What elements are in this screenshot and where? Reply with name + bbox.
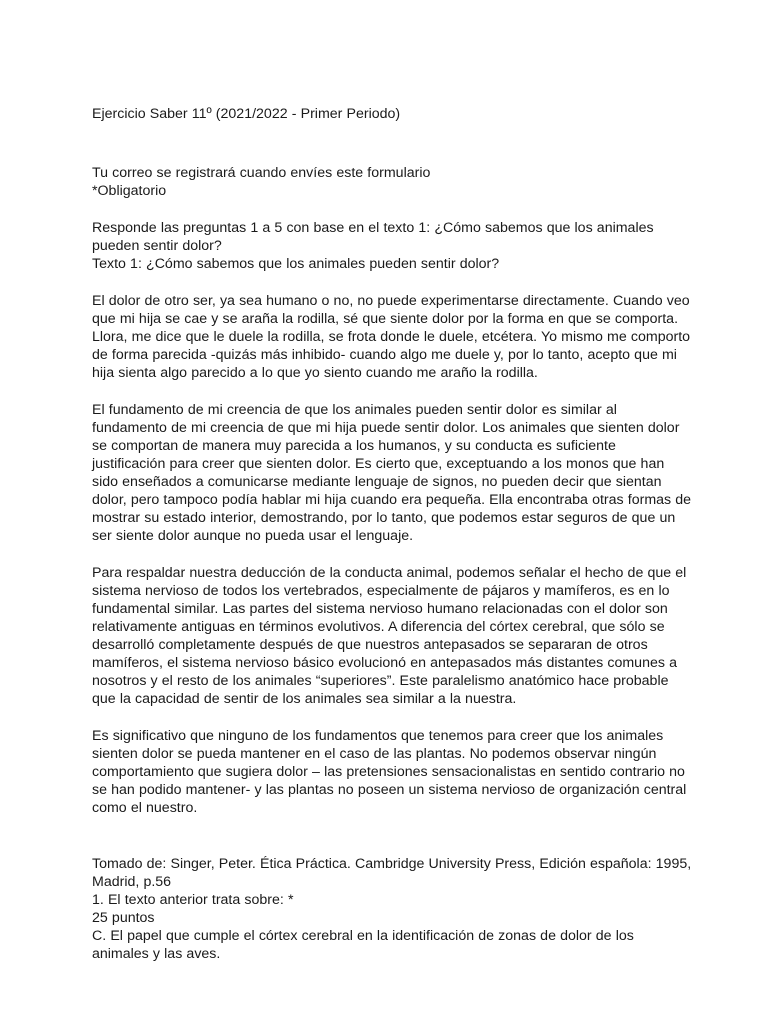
paragraph-4: Es significativo que ninguno de los fundamentos que tenemos para creer que los animales sienten dolor se pueda mantener en el caso de las plantas. No podemos observar ningún comportamiento que sugiera dolor – las pretensiones sensacionalistas en sentido contrario no se han podido mantener- y las plantas no poseen un sistema nervioso de organización central como el nuestro. bbox=[92, 728, 687, 816]
document-title: Ejercicio Saber 11º (2021/2022 - Primer Periodo) bbox=[92, 106, 401, 122]
instructions-line: Responde las preguntas 1 a 5 con base en el texto 1: ¿Cómo sabemos que los animales pueden sentir dolor? bbox=[92, 220, 654, 254]
citation: Tomado de: Singer, Peter. Ética Práctica. Cambridge University Press, Edición española: 1995, Madrid, p.56 bbox=[92, 856, 692, 890]
paragraph-3: Para respaldar nuestra deducción de la conducta animal, podemos señalar el hecho de que el sistema nervioso de todos los vertebrados, especialmente de pájaros y mamíferos, es en lo fundamental similar. Las partes del sistema nervioso humano relacionadas con el dolor son relativamente antiguas en términos evolutivos. A diferencia del córtex cerebral, que sólo se desarrolló completamente después de que nuestros antepasados se separaran de otros mamíferos, el sistema nervioso básico evolucionó en antepasados más distantes comunes a nosotros y el resto de los animales “superiores”. Este paralelismo anatómico hace probable que la capacidad de sentir de los animales sea similar a la nuestra. bbox=[92, 565, 687, 707]
instructions bbox=[92, 219, 692, 273]
question-points: 25 puntos bbox=[92, 910, 155, 926]
text-title: Texto 1: ¿Cómo sabemos que los animales pueden sentir dolor? bbox=[92, 256, 500, 272]
question-1 bbox=[92, 891, 692, 963]
paragraph-1: El dolor de otro ser, ya sea humano o no, no puede experimentarse directamente. Cuando veo que mi hija se cae y se araña la rodilla, sé que siente dolor por la forma en que se comporta. Llora, me dice que le duele la rodilla, se frota donde le duele, etcétera. Yo mismo me comporto de forma parecida -quizás más inhibido- cuando algo me duele y, por lo tanto, acepto que mi hija sienta algo parecido a lo que yo siento cuando me araño la rodilla. bbox=[92, 293, 691, 381]
paragraph-2: El fundamento de mi creencia de que los animales pueden sentir dolor es similar al fundamento de mi creencia de que mi hija puede sentir dolor. Los animales que sienten dolor se comportan de manera muy parecida a los humanos, y su conducta es suficiente justificación para creer que sienten dolor. Es cierto que, exceptuando a los monos que han sido enseñados a comunicarse mediante lenguaje de signos, no pueden decir que sientan dolor, pero tampoco podía hablar mi hija cuando era pequeña. Ella encontraba otras formas de mostrar su estado interior, demostrando, por lo tanto, que podemos estar seguros de que un ser siente dolor aunque no pueda usar el lenguaje. bbox=[92, 402, 692, 544]
required-note: *Obligatorio bbox=[92, 183, 167, 199]
document-page bbox=[92, 105, 692, 963]
question-answer: C. El papel que cumple el córtex cerebral en la identificación de zonas de dolor de los animales y las aves. bbox=[92, 928, 634, 962]
question-prompt: 1. El texto anterior trata sobre: * bbox=[92, 892, 294, 908]
form-intro bbox=[92, 164, 692, 200]
spacer bbox=[92, 836, 692, 855]
email-notice: Tu correo se registrará cuando envíes este formulario bbox=[92, 165, 431, 181]
